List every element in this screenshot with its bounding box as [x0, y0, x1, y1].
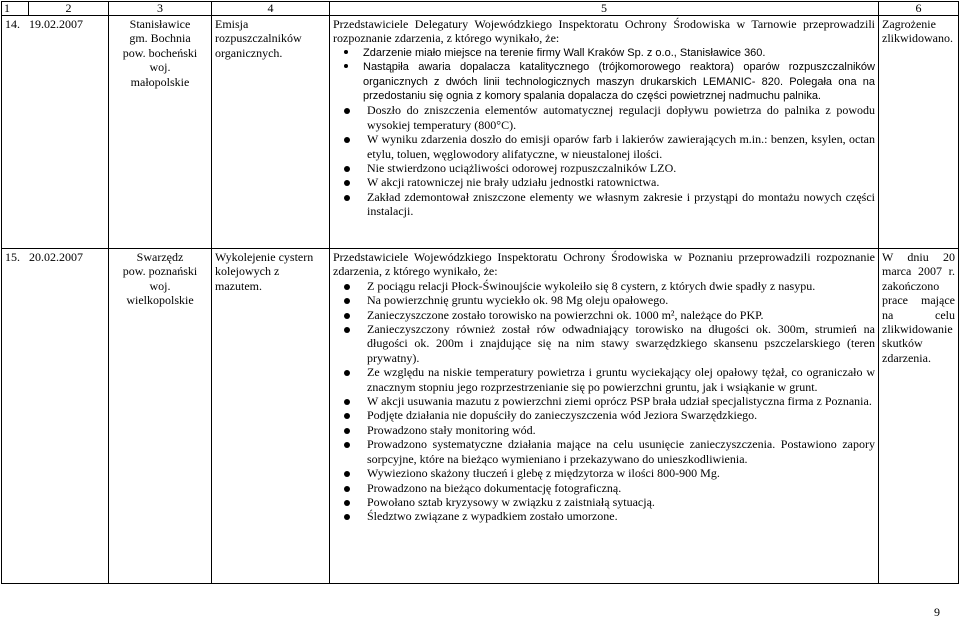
row-date: 20.02.2007	[29, 250, 83, 264]
event-type-cell	[212, 249, 330, 584]
row-number-date	[2, 16, 109, 249]
row-number-date	[2, 249, 109, 584]
table-row	[2, 16, 959, 249]
event-type-line: rozpuszczalników	[215, 31, 302, 46]
list-item: Ze względu na niskie temperatury powietrza i gruntu wyciekający olej opałowy tężał, co ograniczało w znacznym stopniu jego rozprzestrzenianie się po powierzchni gruntu, jak i wsiąkanie w grunt.	[333, 365, 875, 394]
description-cell	[330, 16, 879, 249]
event-type-line: Wykolejenie cystern	[215, 250, 314, 264]
list-item: Wywieziono skażony tłuczeń i glebę z międzytorza w ilości 800-900 Mg.	[333, 466, 875, 480]
description-points	[333, 279, 875, 524]
location-line: małopolskie	[130, 74, 190, 89]
row-number: 14.	[5, 17, 20, 31]
result-text: W dniu 20 marca 2007 r. zakończono prace mające na celu zlikwidowanie skutków zdarzenia.	[882, 250, 955, 365]
list-item: Nie stwierdzono uciążliwości odorowej rozpuszczalników LZO.	[333, 161, 875, 175]
location-line: Stanisławice	[129, 17, 191, 31]
list-item: Zdarzenie miało miejsce na terenie firmy Wall Kraków Sp. z o.o., Stanisławice 360.	[333, 46, 875, 60]
list-item: Z pociągu relacji Płock-Świnoujście wykoleiło się 8 cystern, z których dwie spadły z nasypu.	[333, 279, 875, 293]
event-type-cell	[212, 16, 330, 249]
location-line: woj.	[149, 60, 171, 75]
row-number: 15.	[5, 250, 20, 264]
description-points	[333, 46, 875, 219]
header-cell: 4	[212, 2, 330, 16]
list-item: Powołano sztab kryzysowy w związku z zaistniałą sytuacją.	[333, 495, 875, 509]
list-item: W akcji usuwania mazutu z powierzchni ziemi oprócz PSP brała udział specjalistyczna firma z Poznania.	[333, 394, 875, 408]
list-item: Na powierzchnię gruntu wyciekło ok. 98 Mg oleju opałowego.	[333, 293, 875, 307]
location-line: pow. poznański	[122, 264, 198, 279]
location-cell	[109, 249, 212, 584]
list-item: W akcji ratowniczej nie brały udziału jednostki ratownictwa.	[333, 175, 875, 189]
description-intro: Przedstawiciele Wojewódzkiego Inspektoratu Ochrony Środowiska w Poznaniu przeprowadzili rozpoznanie zdarzenia, z którego wynikało, że:	[333, 250, 875, 279]
list-item: Prowadzono systematyczne działania mające na celu usunięcie zanieczyszczenia. Postawiono zapory sorpcyjne, które na bieżąco wymieniano i przekazywano do unieszkodliwienia.	[333, 437, 875, 466]
row-date: 19.02.2007	[29, 17, 83, 31]
result-cell	[879, 16, 959, 249]
event-type-line: kolejowych z mazutem.	[215, 264, 280, 293]
result-text: Zagrożenie zlikwidowano.	[882, 17, 953, 46]
list-item: W wyniku zdarzenia doszło do emisji oparów farb i lakierów zawierających m.in.: benzen, ksylen, octan etylu, toluen, węglowodory alifatyczne, w nieustalonej ilości.	[333, 132, 875, 161]
location-line: wielkopolskie	[126, 293, 194, 308]
location-line: gm. Bochnia	[129, 31, 191, 46]
location-line: Swarzędz	[136, 250, 184, 264]
list-item: Prowadzono stały monitoring wód.	[333, 423, 875, 437]
header-row	[2, 2, 959, 16]
location-line: pow. bocheński	[122, 45, 198, 60]
table-row	[2, 249, 959, 584]
result-cell	[879, 249, 959, 584]
description-cell	[330, 249, 879, 584]
list-item: Zanieczyszczony również został rów odwadniający torowisko na długości ok. 300m, strumień na długości ok. 200m i znajdujące się na nim stawy swarzędzkiego skansenu pszczelarskiego (teren prywatny).	[333, 322, 875, 365]
event-type-line: Emisja	[215, 17, 249, 31]
header-cell: 2	[29, 2, 109, 16]
description-intro: Przedstawiciele Delegatury Wojewódzkiego Inspektoratu Ochrony Środowiska w Tarnowie przeprowadzili rozpoznanie zdarzenia, z którego wynikało, że:	[333, 17, 875, 46]
header-cell: 5	[330, 2, 879, 16]
list-item: Zakład zdemontował zniszczone elementy we własnym zakresie i przystąpi do montażu nowych części instalacji.	[333, 190, 875, 219]
list-item: Doszło do zniszczenia elementów automatycznej regulacji dopływu powietrza do palnika z powodu wysokiej temperatury (800°C).	[333, 103, 875, 132]
header-cell: 6	[879, 2, 959, 16]
header-cell: 1	[2, 2, 29, 16]
list-item: Śledztwo związane z wypadkiem zostało umorzone.	[333, 509, 875, 523]
header-cell: 3	[109, 2, 212, 16]
list-item: Prowadzono na bieżąco dokumentację fotograficzną.	[333, 481, 875, 495]
incident-table	[1, 1, 959, 584]
list-item: Zanieczyszczone zostało torowisko na powierzchni ok. 1000 m², należące do PKP.	[333, 308, 875, 322]
location-line: woj.	[149, 278, 171, 293]
list-item: Podjęte działania nie dopuściły do zanieczyszczenia wód Jeziora Swarzędzkiego.	[333, 408, 875, 422]
event-type-line: organicznych.	[215, 45, 283, 60]
location-cell	[109, 16, 212, 249]
list-item: Nastąpiła awaria dopalacza katalitycznego (trójkomorowego reaktora) oparów rozpuszczalników organicznych z dwóch linii technologicznych maszyn drukarskich LEMANIC- 820. Polegała ona na przedostaniu się ognia z komory spalania dopalacza do części powietrznej nadmuchu palnika.	[333, 60, 875, 103]
page-number: 9	[934, 605, 940, 619]
